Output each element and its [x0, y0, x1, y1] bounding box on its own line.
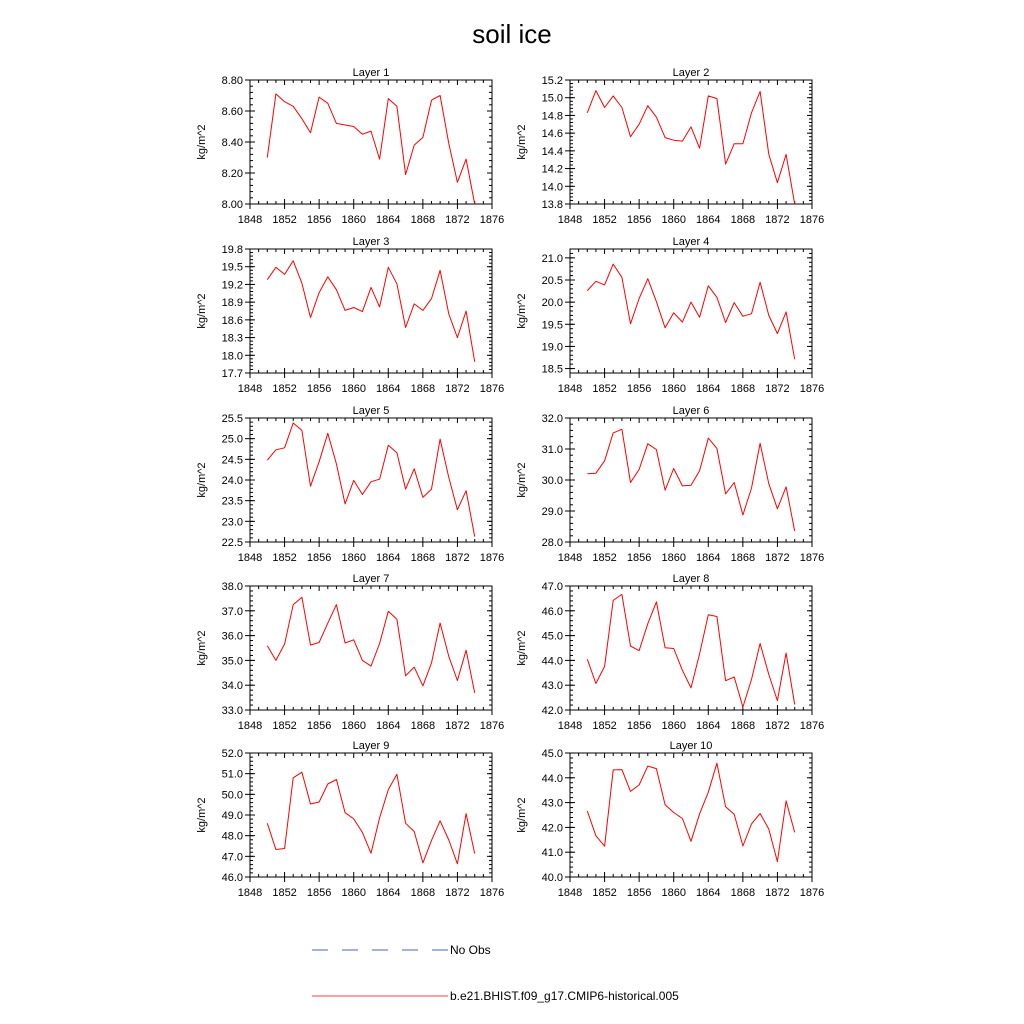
panel-8	[516, 573, 824, 732]
panel-10-ytick-label: 44.0	[541, 772, 563, 785]
panel-4-xtick-label: 1876	[799, 383, 825, 395]
panel-3-xtick-label: 1872	[445, 383, 470, 395]
panel-9-ytick-label: 49.0	[221, 810, 243, 822]
panel-7	[196, 573, 504, 732]
panel-4-xtick-label: 1856	[626, 383, 652, 395]
panel-1-xtick-label: 1860	[341, 214, 366, 226]
panel-3-xtick-label: 1876	[479, 383, 505, 395]
panel-4-series-line	[587, 264, 794, 359]
panel-3-ytick-label: 17.7	[221, 368, 243, 380]
panel-5-title: Layer 5	[352, 405, 390, 417]
panel-1-ytick-label: 8.40	[221, 137, 243, 149]
panel-6-ytick-label: 29.0	[541, 506, 563, 518]
panel-4-xtick-label: 1872	[765, 383, 790, 395]
panel-6-xtick-label: 1872	[765, 552, 790, 564]
panel-8-ylabel: kg/m^2	[516, 630, 528, 666]
panel-8-ytick-label: 43.0	[541, 680, 563, 693]
panel-10-xtick-label: 1868	[730, 887, 756, 899]
panel-6-ytick-label: 28.0	[541, 537, 563, 549]
panel-5-xtick-label: 1856	[306, 552, 332, 564]
panel-8-xtick-label: 1848	[557, 720, 583, 732]
panel-10-xtick-label: 1872	[765, 887, 790, 899]
panel-6-xtick-label: 1876	[799, 552, 825, 564]
panel-1-ytick-label: 8.00	[221, 199, 243, 211]
panel-5-series-line	[267, 423, 474, 537]
panel-10	[516, 740, 824, 899]
panel-5-ytick-label: 24.0	[221, 475, 243, 487]
panel-7-xtick-label: 1860	[341, 720, 366, 732]
panel-4-frame	[570, 249, 812, 373]
panel-2-xtick-label: 1876	[799, 214, 825, 226]
panel-7-ytick-label: 37.0	[221, 605, 243, 618]
panel-10-frame	[570, 753, 812, 877]
panel-8-xtick-label: 1860	[661, 720, 686, 732]
panel-5-ytick-label: 25.5	[221, 413, 243, 425]
panel-6-xtick-label: 1852	[592, 552, 617, 564]
panel-8-xtick-label: 1856	[626, 720, 652, 732]
panel-1-xtick-label: 1868	[410, 214, 436, 226]
panel-1-xtick-label: 1848	[237, 214, 263, 226]
panel-9-ytick-label: 46.0	[221, 872, 243, 884]
panel-10-title: Layer 10	[669, 740, 713, 752]
panel-6-ytick-label: 32.0	[541, 413, 563, 425]
panel-7-series-line	[267, 597, 474, 693]
panel-1	[196, 67, 504, 226]
panel-7-ytick-label: 33.0	[221, 705, 243, 717]
panel-9-xtick-label: 1872	[445, 887, 470, 899]
panel-7-ytick-label: 36.0	[221, 630, 243, 643]
panel-5	[196, 405, 504, 564]
panel-6-ylabel: kg/m^2	[516, 462, 528, 498]
panel-3-ytick-label: 18.9	[221, 297, 243, 310]
panel-5-xtick-label: 1852	[272, 552, 297, 564]
panel-9-ytick-label: 51.0	[221, 768, 243, 781]
panel-6-ytick-label: 31.0	[541, 444, 563, 456]
panel-10-ytick-label: 43.0	[541, 797, 563, 810]
panel-4-xtick-label: 1864	[696, 383, 721, 395]
panel-3-xtick-label: 1864	[376, 383, 401, 395]
panel-9-xtick-label: 1876	[479, 887, 505, 899]
panel-5-ytick-label: 23.5	[221, 495, 243, 508]
panel-7-xtick-label: 1864	[376, 720, 401, 732]
panel-10-ytick-label: 45.0	[541, 748, 563, 760]
panel-8-ytick-label: 46.0	[541, 605, 563, 618]
panel-5-frame	[250, 418, 492, 542]
panel-10-ytick-label: 41.0	[541, 847, 563, 860]
panel-7-ylabel: kg/m^2	[196, 630, 208, 666]
panel-9-xtick-label: 1856	[306, 887, 332, 899]
panel-3-xtick-label: 1860	[341, 383, 366, 395]
panel-9	[196, 740, 504, 899]
panel-9-ytick-label: 48.0	[221, 830, 243, 843]
panel-10-ytick-label: 42.0	[541, 822, 563, 835]
panel-10-xtick-label: 1876	[799, 887, 825, 899]
panel-5-ytick-label: 22.5	[221, 537, 243, 549]
panel-6-title: Layer 6	[672, 405, 710, 417]
panel-2-ytick-label: 14.8	[541, 110, 563, 123]
panel-1-frame	[250, 80, 492, 204]
panel-10-series-line	[587, 763, 794, 861]
panel-2-ytick-label: 14.6	[541, 128, 563, 141]
panel-2-ylabel: kg/m^2	[516, 124, 528, 160]
panel-6-xtick-label: 1856	[626, 552, 652, 564]
panel-5-ytick-label: 23.0	[221, 516, 243, 529]
panel-2-xtick-label: 1872	[765, 214, 790, 226]
panel-7-xtick-label: 1852	[272, 720, 297, 732]
panel-4-xtick-label: 1848	[557, 383, 583, 395]
panel-3-title: Layer 3	[352, 236, 390, 248]
panel-2-frame	[570, 80, 812, 204]
panel-9-ytick-label: 52.0	[221, 748, 243, 760]
panel-9-ytick-label: 47.0	[221, 851, 243, 864]
panel-1-xtick-label: 1852	[272, 214, 297, 226]
panel-4-ytick-label: 19.5	[541, 319, 563, 332]
panel-9-ylabel: kg/m^2	[196, 797, 208, 833]
panels-group	[196, 67, 824, 899]
panel-10-ytick-label: 40.0	[541, 872, 563, 884]
panel-2-title: Layer 2	[672, 67, 710, 79]
panel-8-xtick-label: 1864	[696, 720, 721, 732]
panel-9-series-line	[267, 772, 474, 864]
panel-2-ytick-label: 15.0	[541, 92, 563, 105]
panel-2-ytick-label: 15.2	[541, 75, 563, 87]
panel-3-ytick-label: 19.8	[221, 244, 243, 256]
panel-3	[196, 236, 504, 395]
panel-2-xtick-label: 1864	[696, 214, 721, 226]
panel-5-xtick-label: 1864	[376, 552, 401, 564]
panel-3-ytick-label: 19.2	[221, 279, 243, 292]
panel-7-xtick-label: 1868	[410, 720, 436, 732]
panel-1-xtick-label: 1856	[306, 214, 332, 226]
panel-9-xtick-label: 1852	[272, 887, 297, 899]
panel-10-xtick-label: 1860	[661, 887, 686, 899]
panel-3-xtick-label: 1868	[410, 383, 436, 395]
panel-9-xtick-label: 1864	[376, 887, 401, 899]
panel-1-ytick-label: 8.80	[221, 75, 243, 87]
panel-10-xtick-label: 1864	[696, 887, 721, 899]
panel-7-ytick-label: 38.0	[221, 581, 243, 593]
panel-8-ytick-label: 45.0	[541, 630, 563, 643]
panel-3-xtick-label: 1848	[237, 383, 263, 395]
panel-5-xtick-label: 1860	[341, 552, 366, 564]
panel-9-title: Layer 9	[352, 740, 390, 752]
panel-2-series-line	[587, 91, 794, 204]
panel-6-frame	[570, 418, 812, 542]
panel-7-title: Layer 7	[352, 573, 390, 585]
panel-7-frame	[250, 586, 492, 710]
panel-1-title: Layer 1	[352, 67, 390, 79]
panel-2-ytick-label: 14.2	[541, 163, 563, 176]
legend-model-label: b.e21.BHIST.f09_g17.CMIP6-historical.005	[450, 989, 679, 1003]
panel-7-xtick-label: 1848	[237, 720, 263, 732]
panel-1-ytick-label: 8.20	[221, 168, 243, 180]
panel-4-ytick-label: 20.5	[541, 275, 563, 287]
panel-5-ytick-label: 25.0	[221, 433, 243, 446]
panel-6-ytick-label: 30.0	[541, 475, 563, 487]
panel-1-xtick-label: 1872	[445, 214, 470, 226]
panel-9-xtick-label: 1868	[410, 887, 436, 899]
panel-8-series-line	[587, 594, 794, 707]
panel-6-series-line	[587, 429, 794, 531]
panel-8-xtick-label: 1868	[730, 720, 756, 732]
panel-3-xtick-label: 1852	[272, 383, 297, 395]
panel-2-xtick-label: 1860	[661, 214, 686, 226]
panel-2-xtick-label: 1848	[557, 214, 583, 226]
panel-8-xtick-label: 1852	[592, 720, 617, 732]
panel-10-ylabel: kg/m^2	[516, 797, 528, 833]
panel-6-xtick-label: 1868	[730, 552, 756, 564]
panel-3-ytick-label: 19.5	[221, 261, 243, 274]
panel-7-ytick-label: 35.0	[221, 655, 243, 668]
panel-8-ytick-label: 42.0	[541, 705, 563, 717]
panel-4-title: Layer 4	[672, 236, 710, 248]
panel-5-xtick-label: 1876	[479, 552, 505, 564]
panel-3-ytick-label: 18.6	[221, 314, 243, 327]
panel-4-ytick-label: 20.0	[541, 297, 563, 310]
panel-3-ytick-label: 18.0	[221, 350, 243, 363]
panel-2	[516, 67, 824, 226]
panel-4-ytick-label: 18.5	[541, 363, 563, 376]
panel-7-ytick-label: 34.0	[221, 680, 243, 693]
panel-4-xtick-label: 1868	[730, 383, 756, 395]
figure-title: soil ice	[472, 19, 552, 49]
panel-2-xtick-label: 1856	[626, 214, 652, 226]
panel-6-xtick-label: 1860	[661, 552, 686, 564]
panel-3-xtick-label: 1856	[306, 383, 332, 395]
panel-5-ylabel: kg/m^2	[196, 462, 208, 498]
panel-9-ytick-label: 50.0	[221, 789, 243, 802]
legend-obs-label: No Obs	[450, 943, 491, 957]
panel-6-xtick-label: 1848	[557, 552, 583, 564]
panel-5-xtick-label: 1872	[445, 552, 470, 564]
legend	[312, 943, 679, 1003]
panel-4	[516, 236, 824, 395]
panel-3-series-line	[267, 261, 474, 362]
panel-7-xtick-label: 1876	[479, 720, 505, 732]
panel-3-frame	[250, 249, 492, 373]
panel-9-xtick-label: 1860	[341, 887, 366, 899]
panel-8-xtick-label: 1876	[799, 720, 825, 732]
panel-5-ytick-label: 24.5	[221, 454, 243, 467]
panel-3-ytick-label: 18.3	[221, 332, 243, 345]
panel-2-xtick-label: 1868	[730, 214, 756, 226]
panel-8-ytick-label: 47.0	[541, 581, 563, 593]
panel-4-ytick-label: 19.0	[541, 341, 563, 354]
panel-5-xtick-label: 1848	[237, 552, 263, 564]
panel-2-ytick-label: 14.0	[541, 181, 563, 194]
panel-9-xtick-label: 1848	[237, 887, 263, 899]
panel-10-xtick-label: 1852	[592, 887, 617, 899]
panel-8-ytick-label: 44.0	[541, 655, 563, 668]
panel-4-xtick-label: 1852	[592, 383, 617, 395]
panel-1-series-line	[267, 94, 474, 204]
panel-1-xtick-label: 1876	[479, 214, 505, 226]
panel-2-ytick-label: 13.8	[541, 199, 563, 211]
panel-8-xtick-label: 1872	[765, 720, 790, 732]
panel-10-xtick-label: 1856	[626, 887, 652, 899]
panel-7-xtick-label: 1856	[306, 720, 332, 732]
panel-5-xtick-label: 1868	[410, 552, 436, 564]
panel-6-xtick-label: 1864	[696, 552, 721, 564]
panel-1-ytick-label: 8.60	[221, 106, 243, 118]
panel-4-xtick-label: 1860	[661, 383, 686, 395]
panel-2-xtick-label: 1852	[592, 214, 617, 226]
panel-8-frame	[570, 586, 812, 710]
panel-2-ytick-label: 14.4	[541, 145, 563, 158]
panel-4-ylabel: kg/m^2	[516, 293, 528, 329]
panel-8-title: Layer 8	[672, 573, 710, 585]
panel-10-xtick-label: 1848	[557, 887, 583, 899]
panel-7-xtick-label: 1872	[445, 720, 470, 732]
panel-1-ylabel: kg/m^2	[196, 124, 208, 160]
panel-1-xtick-label: 1864	[376, 214, 401, 226]
panel-3-ylabel: kg/m^2	[196, 293, 208, 329]
panel-6	[516, 405, 824, 564]
panel-4-ytick-label: 21.0	[541, 252, 563, 265]
